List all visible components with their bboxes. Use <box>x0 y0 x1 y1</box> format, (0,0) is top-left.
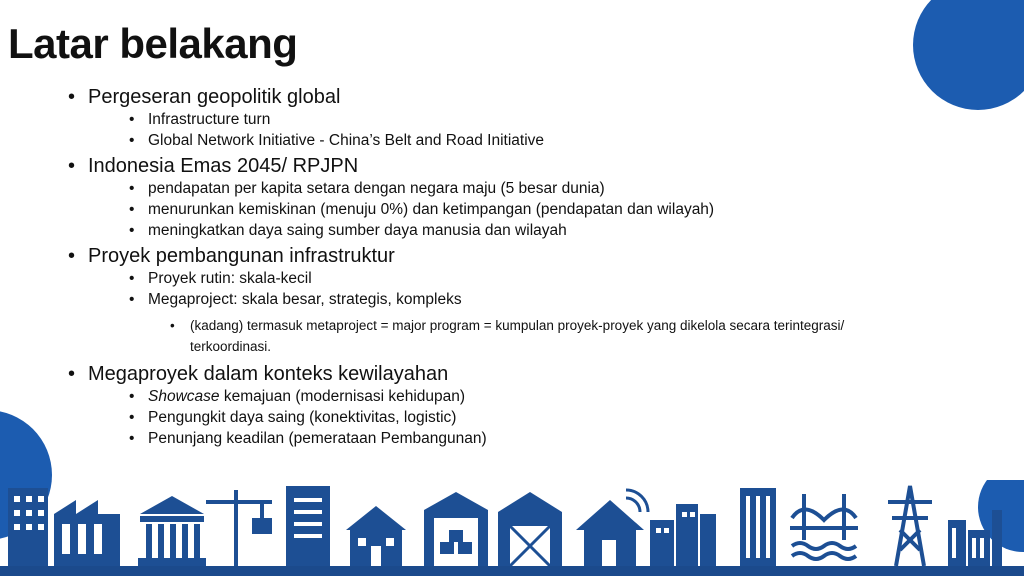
nested-sub-list <box>88 315 926 357</box>
section-heading-text: Pergeseran geopolitik global <box>88 86 341 108</box>
nested-list-item-text: (kadang) termasuk metaproject = major program = kumpulan proyek-proyek yang dikelola secara terintegrasi/ terkoordinasi. <box>190 318 845 354</box>
bridge-icon <box>790 494 858 559</box>
barn-icon <box>498 492 562 566</box>
list-item-text: menurunkan kemiskinan (menuju 0%) dan ketimpangan (pendapatan dan wilayah) <box>148 201 715 218</box>
list-item <box>88 289 926 310</box>
warehouse-icon <box>424 492 488 566</box>
list-item-text: kemajuan (modernisasi kehidupan) <box>219 388 466 405</box>
list-item <box>88 178 926 199</box>
bullet-icon: • <box>129 409 135 426</box>
slide-body <box>66 82 926 449</box>
list-item <box>88 268 926 289</box>
bullet-icon: • <box>129 180 135 197</box>
list-item-text: Infrastructure turn <box>148 111 271 128</box>
bullet-icon: • <box>170 318 175 333</box>
list-item <box>88 199 926 220</box>
list-item <box>88 386 926 407</box>
bullet-icon: • <box>129 201 135 218</box>
list-item-text: Megaproject: skala besar, strategis, kompleks <box>148 291 462 308</box>
bullet-icon: • <box>129 430 135 447</box>
section-heading <box>66 86 926 151</box>
sub-list <box>88 178 926 241</box>
tower-crane-icon <box>206 490 272 566</box>
list-item-text: meningkatkan daya saing sumber daya manusia dan wilayah <box>148 222 567 239</box>
bullet-icon: • <box>68 245 76 267</box>
section-heading <box>66 363 926 449</box>
decor-circle-top-right <box>913 0 1024 110</box>
sub-list <box>88 386 926 449</box>
silo-tower-icon <box>286 486 330 566</box>
list-item <box>88 130 926 151</box>
city-skyline-banner <box>0 480 1024 576</box>
nested-list-item <box>88 315 908 357</box>
sub-list <box>88 109 926 151</box>
bullet-icon: • <box>129 222 135 239</box>
section-heading <box>66 245 926 357</box>
factory-icon <box>54 500 120 566</box>
bullet-icon: • <box>68 363 76 385</box>
bullet-icon: • <box>129 291 135 308</box>
power-transmission-tower-icon <box>888 486 932 566</box>
list-item-text: Penunjang keadilan (pemerataan Pembangunan) <box>148 430 487 447</box>
bullet-icon: • <box>129 111 135 128</box>
bullet-icon: • <box>129 388 135 405</box>
bullet-list <box>66 86 926 449</box>
apartment-block-icon <box>650 504 716 566</box>
bullet-icon: • <box>129 132 135 149</box>
section-heading-text: Proyek pembangunan infrastruktur <box>88 245 395 267</box>
list-item <box>88 407 926 428</box>
list-item <box>88 428 926 449</box>
school-building-icon <box>346 506 406 566</box>
ground-strip <box>0 566 1024 576</box>
list-item-text: Pengungkit daya saing (konektivitas, logistic) <box>148 409 457 426</box>
sub-list <box>88 268 926 310</box>
section-heading-text: Megaproyek dalam konteks kewilayahan <box>88 363 449 385</box>
industrial-plant-icon <box>948 510 1002 566</box>
skyscraper-icon <box>740 488 776 566</box>
office-building-icon <box>8 488 48 566</box>
list-item <box>88 109 926 130</box>
slide-title: Latar belakang <box>8 20 298 67</box>
government-building-icon <box>138 496 206 566</box>
list-item-emphasis: Showcase <box>148 388 220 405</box>
list-item-text: Global Network Initiative - China’s Belt and Road Initiative <box>148 132 545 149</box>
list-item <box>88 220 926 241</box>
list-item-text: Proyek rutin: skala-kecil <box>148 270 312 287</box>
section-heading <box>66 155 926 241</box>
list-item-text: pendapatan per kapita setara dengan negara maju (5 besar dunia) <box>148 180 605 197</box>
bullet-icon: • <box>129 270 135 287</box>
bullet-icon: • <box>68 86 76 108</box>
house-wifi-icon <box>576 490 648 566</box>
bullet-icon: • <box>68 155 76 177</box>
section-heading-text: Indonesia Emas 2045/ RPJPN <box>88 155 359 177</box>
